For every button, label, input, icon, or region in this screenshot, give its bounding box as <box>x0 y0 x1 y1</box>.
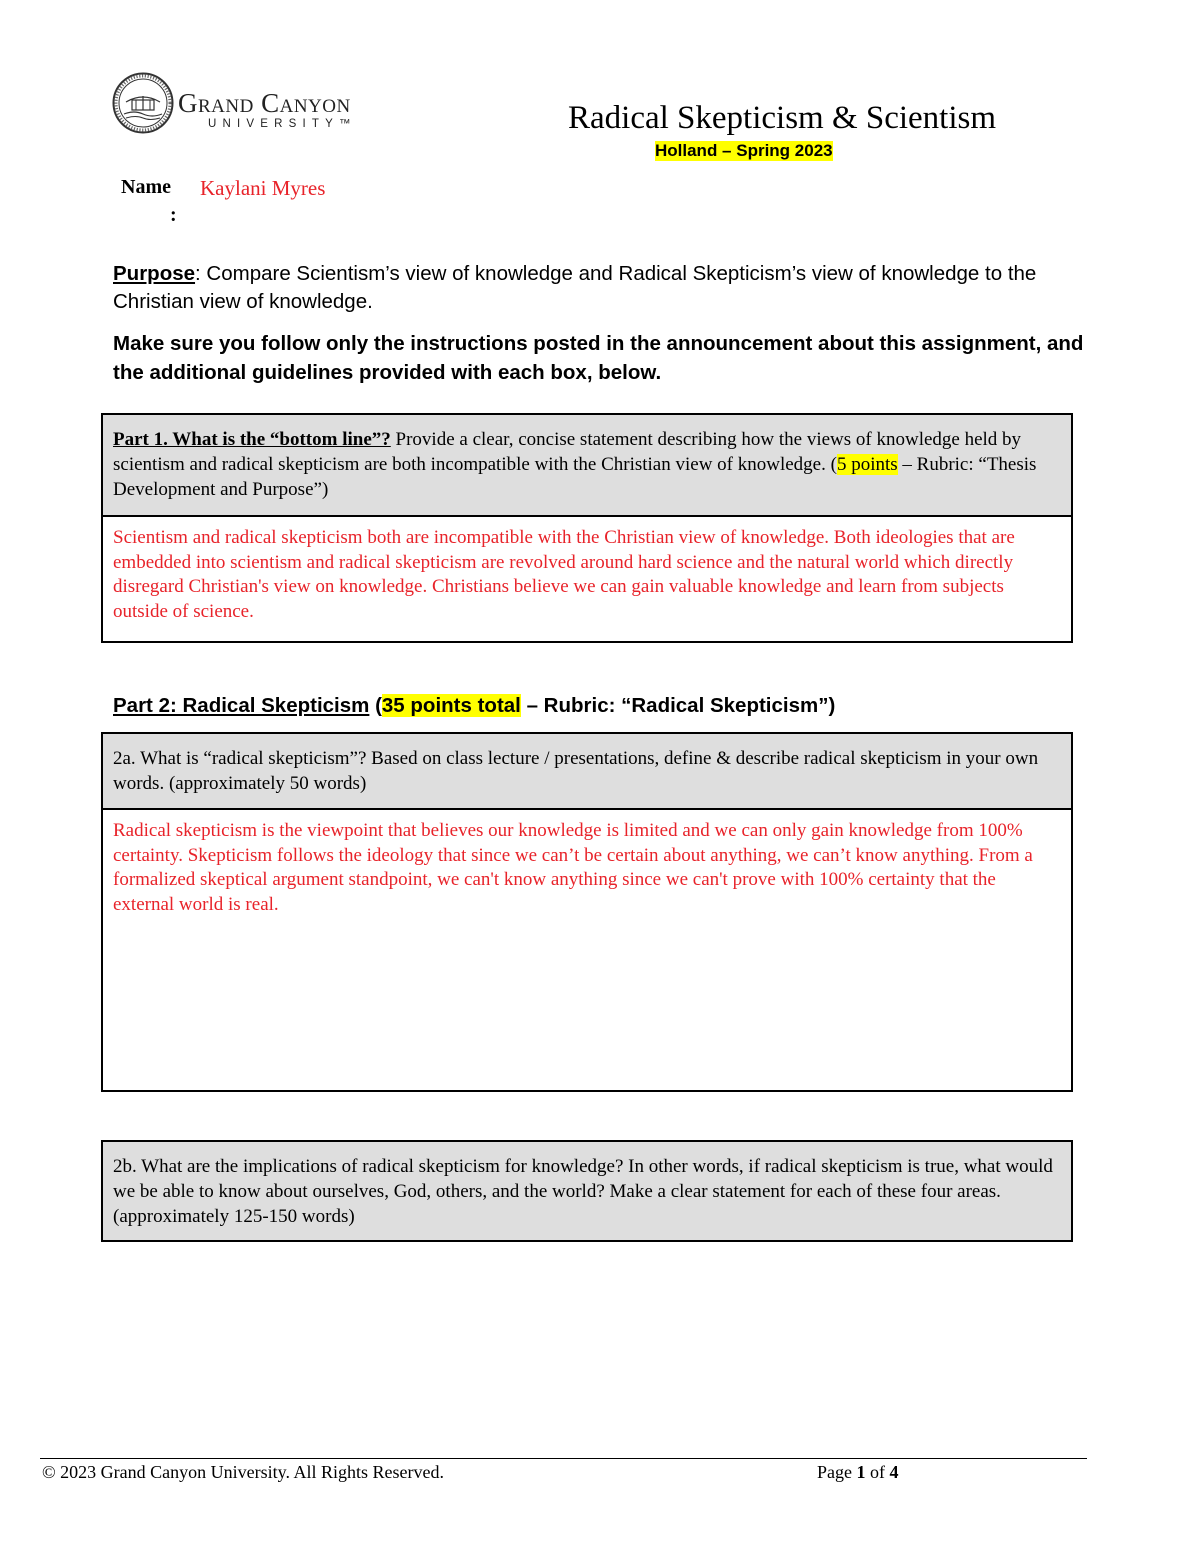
logo-name: Grand Canyon <box>178 88 351 118</box>
part1-prompt <box>103 415 1071 517</box>
part1-prompt-text-b: – Rubric: “Thesis Development and Purpose”) <box>113 454 1037 500</box>
instructions-paragraph: Make sure you follow only the instructions posted in the announcement about this assignment, and the additional guidelines provided with each box, below. <box>113 332 1084 384</box>
question-2b-box <box>101 1140 1073 1242</box>
question-2a-box <box>101 732 1073 1092</box>
part2-points: 35 points total <box>381 694 521 717</box>
purpose-paragraph <box>113 260 1098 316</box>
university-seal-icon <box>112 72 174 134</box>
page-label: Page <box>817 1462 857 1482</box>
part1-box <box>101 413 1073 643</box>
purpose-text: : Compare Scientism’s view of knowledge and Radical Skepticism’s view of knowledge to the Christian view of knowledge. <box>113 262 1037 313</box>
purpose-label: Purpose <box>113 262 196 285</box>
part1-heading: Part 1. What is the “bottom line”? <box>113 429 391 450</box>
question-2b-prompt: 2b. What are the implications of radical skepticism for knowledge? In other words, if radical skepticism is true, what would we be able to know about ourselves, God, others, and the world? Make a clear statement for each of these four areas. (approximately 125-150 words) <box>103 1142 1071 1240</box>
part1-points: 5 points <box>836 454 898 475</box>
question-2a-answer[interactable]: Radical skepticism is the viewpoint that believes our knowledge is limited and we can only gain knowledge from 100% certainty. Skepticism follows the ideology that since we can’t be certain about anything, we can’t know anything. From a formalized skeptical argument standpoint, we can't know anything since we can't prove with 100% certainty that the external world is real. <box>113 820 1033 916</box>
logo-subtitle: UNIVERSITY™ <box>208 118 357 130</box>
part1-answer[interactable]: Scientism and radical skepticism both are incompatible with the Christian view of knowledge. Both ideologies that are embedded into scientism and radical skepticism are revolved around hard science and the natural world which directly disregard Christian's view on knowledge. Christians believe we can gain valuable knowledge and learn from subjects outside of science. <box>113 527 1015 623</box>
footer-copyright: © 2023 Grand Canyon University. All Rights Reserved. <box>42 1462 444 1482</box>
footer-divider <box>40 1458 1087 1459</box>
name-label: Name <box>121 176 171 198</box>
page-of-label: of <box>865 1462 890 1482</box>
name-value: Kaylani Myres <box>200 176 326 200</box>
document-title: Radical Skepticism & Scientism <box>568 100 997 136</box>
footer-page-number <box>817 1462 899 1483</box>
part2-label: Part 2: Radical Skepticism <box>113 694 370 717</box>
university-logo <box>112 72 402 136</box>
part2-rubric: – Rubric: “Radical Skepticism”) <box>520 694 836 717</box>
document-subtitle: Holland – Spring 2023 <box>655 141 833 160</box>
name-colon: : <box>170 204 177 226</box>
question-2a-prompt: 2a. What is “radical skepticism”? Based on class lecture / presentations, define & describe radical skepticism in your own words. (approximately 50 words) <box>103 734 1071 810</box>
part1-prompt-text-a: Provide a clear, concise statement describing how the views of knowledge held by scientism and radical skepticism are both incompatible with the Christian view of knowledge. ( <box>113 429 1022 475</box>
part2-open: ( <box>369 694 382 717</box>
page-total: 4 <box>889 1462 899 1482</box>
page-current: 1 <box>856 1462 866 1482</box>
part2-heading <box>113 694 835 718</box>
